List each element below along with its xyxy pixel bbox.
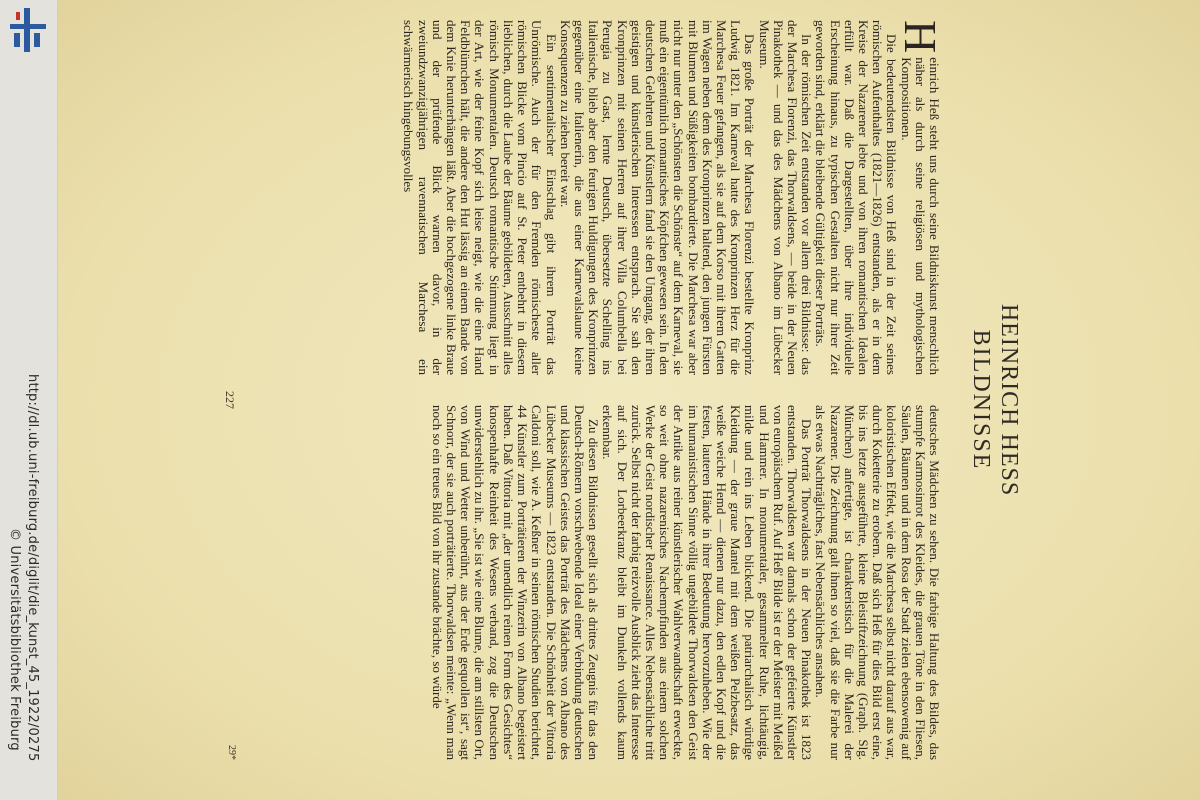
page-number: 227 (223, 391, 237, 409)
document-url[interactable]: http://dl.ub.uni-freiburg.de/diglit/die_kunst_45_1922/0275 (25, 374, 40, 762)
drop-cap: H (895, 20, 946, 54)
page-content (199, 10, 1059, 790)
paragraph: Zu diesen Bildnissen gesellt sich als drittes Zeugnis für das den Deutsch-Römern vorschwebende Ideal einer Verbindung deutschen und klassischen Geistes das Porträt des Mädchens von Albano des Lübecker Museums — 1823 entstanden. Die Schönheit der Vittoria Caldoni soll, wie A. Keßner in seinen römischen Studien berichtet, 44 Künstler zum Porträtieren der Winzerin von Albano begeistert haben. Daß Vittoria mit „der unendlich reinen Form des Gesichtes“ knospenhafte Reinheit des Wesens verband, zog die Deutschen unwiderstehlich zu ihr. „Sie ist wie eine Blume, die am stillsten Ort, von Wind und Wetter unberührt, aus der Erde gequollen ist“, sagt Schnorr, der sie auch porträtierte. Thorwaldsen meinte: „Wenn man noch so ein treues Bild von ihr zustande brächte, so würde (429, 405, 602, 760)
article-title: HEINRICH HESS (996, 303, 1022, 497)
sidebar (0, 0, 58, 800)
signature-mark: 29* (226, 745, 237, 760)
paragraph: Das Porträt Thorwaldsens in der Neuen Pinakothek ist 1823 entstanden. Thorwaldsen war damals schon der gefeierte Künstler von europäischem Ruf. Auf Heß' Bilde ist er der Meister mit Meißel und Hammer. In monumentaler, gesammelter Ruhe, lichtäugig, milde und rein ins Leben blickend. Die patriarchalisch würdige Kleidung — der graue Mantel mit dem weißen Pelzbesatz, das weiße weiche Hemd — dienen nur dazu, den edlen Kopf und die festen, lauteren Hände in ihrer Bedeutung hervorzuheben. Wie der im humanistischen Sinne völlig ungebildete Thorwaldsen den Geist der Antike aus reiner künstlerischer Wahlverwandtschaft erweckte, so weit ohne nazarenisches Nachempfinden aus einem solchen Werke der Geist nordischer Renaissance. Alles Nebensächliche tritt zurück. Selbst nicht der farbig reizvolle Ausblick zieht das Interesse auf sich. Der Lorbeerkranz bleibt im Dunkeln vollends kaum erkennbar. (600, 405, 815, 760)
paragraph: deutsches Mädchen zu sehen. Die farbige Haltung des Bildes, das stumpfe Karmosinrot des Kleides, die grauen Töne in den Fliesen, Säulen, Bäumen und in dem Rosa der Stadt zielen ebensowenig auf koloristischen Effekt, wie die Marchesa selbst nicht darauf aus war, durch Koketterie zu erobern. Daß sich Heß für dies Bild erst eine, bis ins letzte ausgeführte, kleine Bleistiftzeichnung (Graph. Slg. München) anfertigte, ist charakteristisch für die Malerei der Nazarener. Die Zeichnung galt ihnen so viel, daß sie die Farbe nur als etwas Nachträgliches, fast Nebensächliches ansahen. (813, 405, 942, 760)
paragraph: Die bedeutendsten Bildnisse von Heß sind in der Zeit seines römischen Aufenthaltes (1821—1826) entstanden, als er in dem Kreise der Nazarener lebte und von ihren romantischen Idealen erfüllt war. Daß die Dargestellten, über ihre individuelle Erscheinung hinaus, zu typischen Gestalten nicht nur ihrer Zeit geworden sind, erklärt die bleibende Gültigkeit dieser Porträts. (813, 20, 900, 375)
copyright-notice: © Universitätsbibliothek Freiburg (7, 528, 22, 751)
article-subtitle: BILDNISSE (968, 329, 994, 471)
paragraph: H einrich Heß steht uns durch seine Bildniskunst menschlich näher als durch seine religiösen und mythologischen Kompositionen. (895, 20, 946, 375)
text-column-left (401, 20, 946, 375)
paragraph: Das große Porträt der Marchesa Florenzi bestellte Kronprinz Ludwig 1821. Im Karneval hatte des Kronprinzen Herz für die Marchesa Feuer gefangen, als sie auf dem Korso mit ihrem Gatten im Wagen neben dem des Kronprinzen haltend, den jungen Fürsten mit Blumen und Süßigkeiten bombardierte. Die Marchesa war aber nicht nur unter den „Schönsten die Schönste“ auf dem Karneval, sie muß ein eigentümlich romantisches Köpfchen gewesen sein. In den deutschen Gelehrten und Künstlern fand sie den Umgang, der ihren geistigen und künstlerischen Interessen entsprach. Sie sah den Kronprinzen mit seinen Herren auf ihrer Villa Columbella bei Perugia zu Gast, lernte Deutsch, übersetzte Schelling ins Italienische, blieb aber den feurigen Huldigungen des Kronprinzen gegenüber eine Italienerin, die aus einer Karnevalslaune keine Konsequenzen zu ziehen bereit war. (557, 20, 758, 375)
paragraph: Ein sentimentalischer Einschlag gibt ihrem Porträt das Unrömische. Auch der für den Fremden römischeste aller römischen Blicke vom Pincio auf St. Peter entbehrt in diesem lieblichen, durch die Laube der Bäume gebildeten, Ausschnitt alles römisch Monumentalen. Deutsch romantische Stimmung liegt in der Art, wie der feine Kopf sich leise neigt, wie die eine Hand Feldblümchen hält, die andere den Hut lässig an einem Bande von dem Knie herunterhängen läßt. Aber die hochgezogene linke Braue und der prüfende Blick warnen davor, in der zweiundzwanzigjährigen ravennatischen Marchesa ein schwärmerisch hingebungsvolles (401, 20, 559, 375)
page-scan (58, 0, 1200, 800)
paragraph: In der römischen Zeit entstanden vor allem drei Bildnisse: das der Marchesa Florenzi, das Thorwaldsens, — beide in der Neuen Pinakothek — und das des Mädchens von Albano im Lübecker Museum. (756, 20, 815, 375)
library-logo-icon[interactable] (6, 8, 50, 52)
text-column-right (430, 405, 941, 760)
article-header (967, 10, 1023, 790)
